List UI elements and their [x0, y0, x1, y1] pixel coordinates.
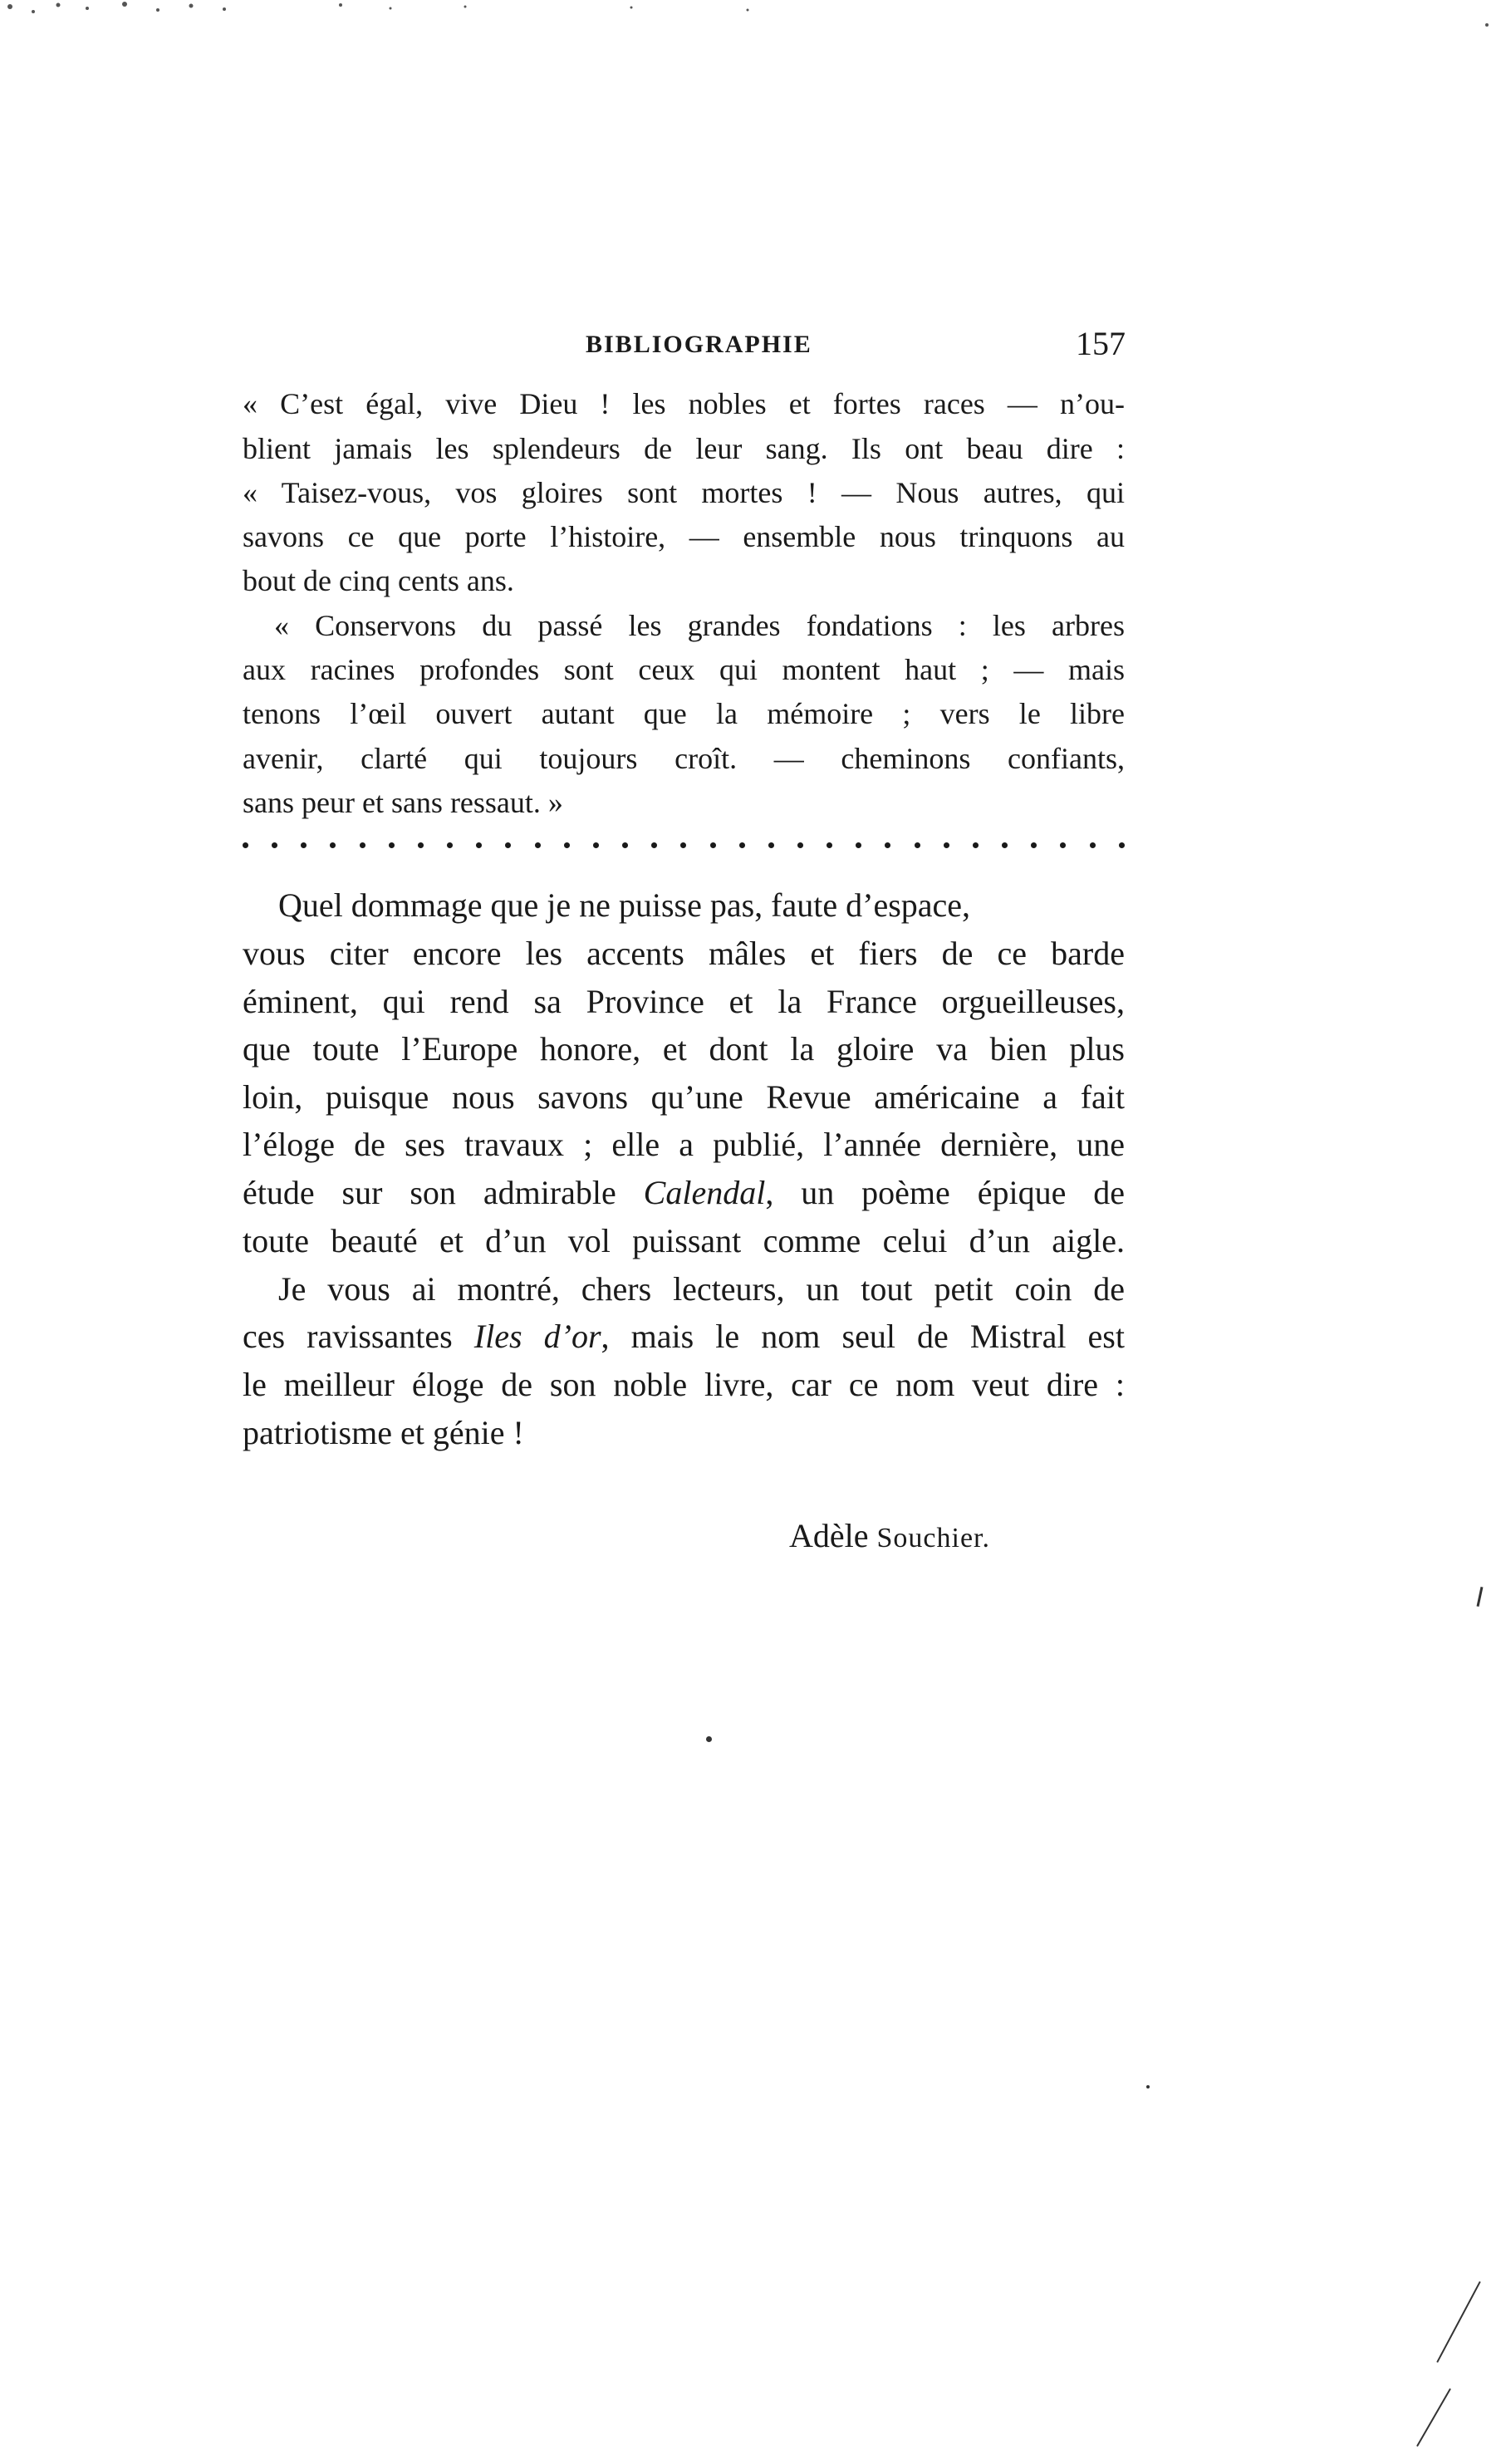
dot — [1031, 842, 1037, 848]
dot — [827, 842, 832, 848]
dot — [1090, 842, 1096, 848]
margin-stroke — [1436, 2281, 1480, 2363]
dot — [535, 842, 541, 848]
author-first-name: Adèle — [789, 1517, 877, 1554]
quote-2-line-2: aux racines profondes sont ceux qui montent haut ; — mais — [243, 653, 1125, 686]
scan-specks — [0, 0, 1501, 33]
dot — [418, 842, 424, 848]
quote-1-line-3: « Taisez-vous, vos gloires sont mortes ! — Nous autres, qui — [243, 476, 1125, 509]
dot — [622, 842, 628, 848]
body-1-line-6: l’éloge de ses travaux ; elle a publié, l’année dernière, une — [243, 1126, 1125, 1163]
dot — [564, 842, 570, 848]
dot — [856, 842, 861, 848]
quote-2-line-1: « Conservons du passé les grandes fondations : les arbres — [274, 609, 1125, 642]
margin-stroke — [1416, 2388, 1451, 2447]
body-2-line-2-start: ces ravissantes — [243, 1318, 474, 1355]
body-1-line-8: toute beauté et d’un vol puissant comme celui d’un aigle. — [243, 1222, 1125, 1259]
book-title-iles-dor: Iles d’or — [473, 1318, 601, 1355]
body-2-line-2-end: , mais le nom seul de Mistral est — [601, 1318, 1125, 1355]
dot — [389, 842, 395, 848]
dot — [1060, 842, 1066, 848]
dot — [768, 842, 774, 848]
dot — [360, 842, 365, 848]
quote-2-line-3: tenons l’œil ouvert autant que la mémoire ; vers le libre — [243, 697, 1125, 730]
body-2-line-1: Je vous ai montré, chers lecteurs, un tout petit coin de — [278, 1270, 1125, 1308]
body-1-line-5: loin, puisque nous savons qu’une Revue américaine a fait — [243, 1078, 1125, 1116]
quote-1-line-1: « C’est égal, vive Dieu ! les nobles et fortes races — n’ou- — [243, 387, 1125, 420]
dot — [593, 842, 599, 848]
dot — [710, 842, 716, 848]
dot — [797, 842, 803, 848]
dot — [739, 842, 745, 848]
page-number: 157 — [1076, 325, 1126, 362]
dot — [330, 842, 336, 848]
stray-dot — [1146, 2085, 1150, 2089]
dot — [272, 842, 277, 848]
body-1-line-3: éminent, qui rend sa Province et la France orgueilleuses, — [243, 983, 1125, 1020]
dot — [505, 842, 511, 848]
quote-1-line-5: bout de cinq cents ans. — [243, 564, 514, 597]
dot — [885, 842, 890, 848]
quote-2-line-5: sans peur et sans ressaut. » — [243, 786, 563, 819]
stray-mark — [1477, 1587, 1484, 1607]
stray-dot — [706, 1736, 712, 1742]
dot — [944, 842, 949, 848]
body-2-line-4: patriotisme et génie ! — [243, 1414, 524, 1451]
body-1-line-4: que toute l’Europe honore, et dont la gloire va bien plus — [243, 1030, 1125, 1068]
running-header: BIBLIOGRAPHIE — [586, 331, 812, 358]
body-2-line-2 — [243, 1320, 1125, 1353]
dot — [447, 842, 453, 848]
body-1-line-7-start: étude sur son admirable — [243, 1174, 644, 1211]
quote-1-line-2: blient jamais les splendeurs de leur sang. Ils ont beau dire : — [243, 432, 1125, 465]
dot — [1002, 842, 1008, 848]
poem-title-calendal: Calendal — [643, 1174, 766, 1211]
body-1-line-2: vous citer encore les accents mâles et fiers de ce barde — [243, 935, 1125, 972]
dot — [651, 842, 657, 848]
body-1-line-7-end: , un poème épique de — [765, 1174, 1126, 1211]
body-2-line-3: le meilleur éloge de son noble livre, car ce nom veut dire : — [243, 1366, 1125, 1403]
dot — [680, 842, 686, 848]
dot — [476, 842, 482, 848]
dot — [301, 842, 307, 848]
quote-1-line-4: savons ce que porte l’histoire, — ensemble nous trinquons au — [243, 520, 1125, 553]
quote-2-line-4: avenir, clarté qui toujours croît. — cheminons confiants, — [243, 742, 1125, 775]
dot — [915, 842, 920, 848]
dot — [1119, 842, 1125, 848]
dot — [973, 842, 979, 848]
body-1-line-1: Quel dommage que je ne puisse pas, faute d’espace, — [278, 886, 971, 924]
ellipsis-separator — [243, 842, 1125, 848]
body-1-line-7 — [243, 1176, 1125, 1210]
author-last-name: Souchier. — [876, 1523, 990, 1553]
author-signature — [789, 1516, 990, 1555]
dot — [243, 842, 248, 848]
